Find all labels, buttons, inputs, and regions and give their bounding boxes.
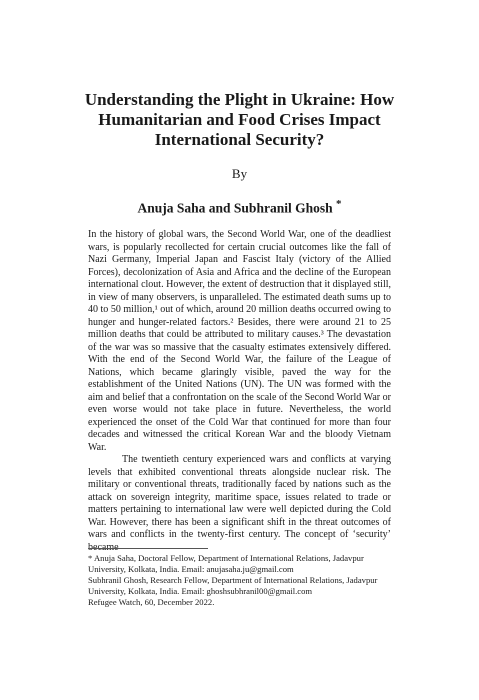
footnote-author-1: * Anuja Saha, Doctoral Fellow, Department of International Relations, Jadavpur University, Kolkata, India. Email: anujasaha.ju@gmail.com xyxy=(88,553,364,574)
paper-title: Understanding the Plight in Ukraine: How Humanitarian and Food Crises Impact International Security? xyxy=(84,90,395,149)
footnotes xyxy=(88,553,391,608)
body-text xyxy=(88,229,391,554)
paragraph-2: The twentieth century experienced wars and conflicts at varying levels that exhibited conventional threats alongside nuclear risk. The military or conventional threats, traditionally faced by nations such as the attack on sovereign integrity, maritime space, issues related to trade or matters pertaining to international law were well depicted during the Cold War. However, there has been a significant shift in the threat outcomes of wars and conflicts in the twenty-first century. The concept of ‘security’ became xyxy=(88,454,391,553)
paragraph-1: In the history of global wars, the Second World War, one of the deadliest wars, is popularly recollected for certain crucial outcomes like the fall of Nazi Germany, Imperial Japan and Fascist Italy (victory of the Allied Forces), decolonization of Asia and Africa and the decline of the European international clout. However, the extent of destruction that it displayed still, in view of many observers, is unparalleled. The estimated death sums up to 40 to 50 million,¹ out of which, around 20 million deaths occurred owing to hunger and hunger-related factors.² Besides, there were around 21 to 25 million deaths that could be attributed to military causes.³ The devastation of the war was so massive that the casualty estimates extensively differed. With the end of the Second World War, the failure of the League of Nations, which became glaringly visible, paved the way for the establishment of the United Nations (UN). The UN was formed with the aim and belief that a confrontation on the scale of the Second World War or even worse would not take place in future. Nevertheless, the world experienced the onset of the Cold War that continued for more than four decades and witnessed the critical Korean War and the bloody Vietnam War. xyxy=(88,229,391,453)
footnote-citation: Refugee Watch, 60, December 2022. xyxy=(88,597,215,607)
footnote-divider xyxy=(88,548,208,549)
footnote-author-2: Subhranil Ghosh, Research Fellow, Department of International Relations, Jadavpur University, Kolkata, India. Email: ghoshsubhranil00@gmail.com xyxy=(88,575,378,596)
author-list: Anuja Saha and Subhranil Ghosh xyxy=(137,200,333,216)
author-footnote-marker: * xyxy=(335,198,342,210)
author-names xyxy=(0,198,479,217)
byline: By xyxy=(231,166,248,181)
